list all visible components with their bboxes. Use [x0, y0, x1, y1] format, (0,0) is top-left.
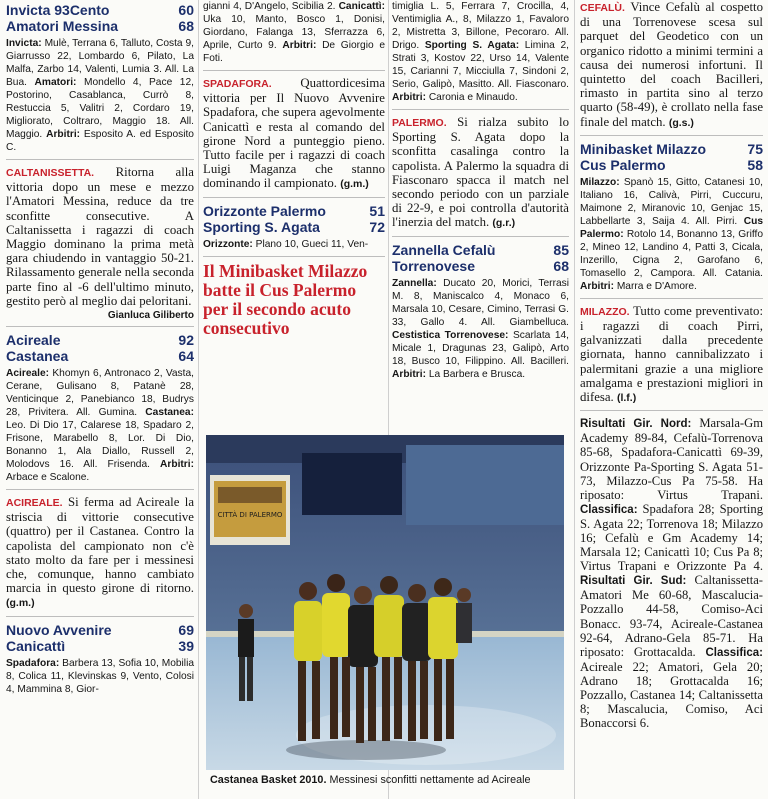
section-rule	[6, 326, 194, 327]
referees-label: Arbitri:	[160, 459, 194, 471]
referees-text: Marra e D'Amore.	[616, 280, 697, 292]
author-initials: (g.m.)	[340, 178, 369, 191]
score-home: 69	[178, 621, 194, 638]
lineup-text: Plano 10, Gueci 11, Ven-	[255, 238, 369, 250]
section-rule	[6, 489, 194, 490]
results-label: Risultati Gir. Sud:	[580, 575, 687, 588]
section-rule	[6, 159, 194, 160]
lineup-team-label: Cus Palermo:	[580, 215, 763, 240]
lineup-team-label: Acireale:	[6, 368, 50, 380]
lineup-team-label: Castanea:	[145, 407, 194, 419]
section-rule	[392, 236, 569, 237]
score-away: 68	[553, 257, 569, 274]
standings-text: Acireale 22; Amatori, Gela 20; Adrano 18; Grottacalda 16; Pozzallo, Castanea 14; Caltanissetta 8; Mascalucia, Comiso, Aci Bonaccorsi 6.	[580, 659, 763, 731]
section-rule	[392, 109, 569, 110]
score-home: 51	[369, 202, 385, 219]
scorebox-zannella-torrenovese	[392, 242, 569, 274]
team-away: Amatori Messina	[6, 18, 119, 34]
lineup-text: Barbera 13, Sofia 10, Mobilia 8, Colica 11, Klevinskas 9, Vento, Colosi 4, Mammina 8, Gior-	[6, 657, 194, 695]
lineup-block	[6, 367, 194, 484]
lineup-text: Ducato 20, Morici, Terrasi M. 8, Maniscalco 4, Monaco 6, Marsala 10, Cesare, Cimino, Terrasi G. 33, Gallo 4. All. Giambelluca.	[392, 277, 569, 328]
team-away: Sporting S. Agata	[203, 218, 320, 235]
lineup-team-label: Sporting S. Agata:	[424, 40, 520, 51]
score-away: 68	[178, 18, 194, 34]
spectator-figure	[456, 588, 472, 643]
author-initials: (g.s.)	[668, 116, 694, 129]
caption-text: Messinesi sconfitti nettamente ad Acireale	[329, 774, 531, 786]
referees-label: Arbitri:	[392, 368, 426, 380]
column-rule	[574, 0, 575, 799]
team-home: Minibasket Milazzo	[580, 140, 707, 157]
banner-text: CITTÀ DI PALERMO	[217, 511, 283, 519]
score-away: 72	[369, 218, 385, 235]
section-rule	[580, 135, 763, 136]
lineup-text: Mondello 4, Pace 12, Postorino, Casablanca, Currò 8, Restuccia 5, Valitri 2, Cordaro 19, Migliorato, Coltraro, Maggio 18. All. Maggio.	[6, 77, 194, 140]
lineup-team-label: Canicattì:	[338, 1, 385, 12]
lineup-block	[203, 238, 385, 251]
scorebox-orizzonte-sporting	[203, 203, 385, 235]
author-initials: (g.r.)	[492, 217, 516, 230]
author-initials: (l.f.)	[616, 392, 637, 405]
column-1	[6, 0, 194, 696]
lineup-block	[392, 0, 569, 104]
article-kicker: CEFALÙ.	[580, 2, 625, 14]
column-2	[203, 0, 385, 344]
column-3	[392, 0, 569, 381]
article-body: Tutto come preventivato: i ragazzi di coach Pirri, galvanizzati dalla precedente giornata, hanno cannibalizzato i palermitani grazie a una migliore amalgama e prestazioni migliori in difesa.	[580, 303, 763, 405]
lineup-text: Mulè, Terrana 6, Talluto, Costa 9, Giarrusso 22, Lombardo 6, Pilato, La Malfa, Zarbo 14, Valenti, Lumia 3. All. La Bua.	[6, 38, 194, 88]
lineup-block	[6, 37, 194, 154]
referees-text: La Barbera e Brusca.	[428, 368, 526, 380]
score-away: 39	[178, 637, 194, 654]
article-kicker: MILAZZO.	[580, 305, 630, 318]
score-home: 85	[553, 241, 569, 258]
score-home: 60	[178, 2, 194, 18]
team-home: Acireale	[6, 332, 61, 349]
article-body: Si rialza subito lo Sporting S. Agata dopo la sconfitta casalinga contro la capolista. A Palermo la squadra di Fiasconaro spacca il match nel secondo periodo con un parziale di 22-9, e poi controlla d'autorità l'inerzia del match.	[392, 115, 570, 230]
section-rule	[6, 616, 194, 617]
team-home: Orizzonte Palermo	[203, 202, 326, 219]
team-home: Invicta 93Cento	[6, 2, 110, 18]
referees-label: Arbitri:	[282, 40, 317, 51]
article-text	[392, 115, 569, 231]
author-initials: (g.m.)	[6, 597, 35, 610]
lineup-block	[203, 0, 385, 65]
standings-label: Classifica:	[580, 503, 638, 516]
team-away: Castanea	[6, 348, 69, 365]
lineup-text: Limina 2, Strati 3, Kostov 22, Urso 14, Valente 15, Carianni 7, Micciulla 7, Sindoni 2, Serio, Galipò, Masitto. All. Fiasconaro.	[392, 40, 569, 90]
lineup-team-label: Invicta:	[6, 38, 42, 49]
author-byline: Gianluca Giliberto	[107, 310, 194, 322]
section-rule	[580, 410, 763, 411]
team-home: Nuovo Avvenire	[6, 621, 112, 638]
referees-text: De Giorgio e Foti.	[203, 40, 385, 64]
score-away: 58	[747, 156, 763, 173]
referees-label: Arbitri:	[46, 129, 81, 140]
scorebox-invicta-amatori	[6, 2, 194, 34]
lineup-text: Scarlata 14, Micale 1, Dragunas 23, Galipò, Arto 18, Busco 10, Filippino. All. Bacilleri.	[392, 329, 569, 367]
lineup-text: Uka 10, Manto, Bosco 1, Donisi, Giordano, Falanga 13, Sferrazza 6, Aprile, Curto 9.	[203, 14, 385, 51]
results-text: Caltanissetta-Amatori Me 60-68, Mascalucia-Pozzallo 44-58, Comiso-Aci Bonacc. 93-74, Acireale-Castanea 92-64, Adrano-Gela 85-71. Ha riposato: Grottacalda.	[580, 573, 763, 659]
article-text	[580, 0, 763, 130]
results-text: Marsala-Gm Academy 89-84, Cefalù-Torrenova 85-68, Spadafora-Canicattì 69-39, Orizzonte Pa-Sporting S. Agata 51-73, Milazzo-Cus Pa 75-58. Ha riposato: Virtus Trapani.	[580, 416, 763, 502]
standings-label: Classifica:	[705, 646, 763, 659]
lineup-block	[580, 176, 763, 293]
article-kicker: CALTANISSETTA.	[6, 167, 95, 179]
team-away: Torrenovese	[392, 257, 475, 274]
score-home: 75	[747, 140, 763, 157]
article-text	[203, 76, 385, 192]
article-headline: Il Minibasket Milazzo batte il Cus Palermo per il secondo acuto consecutivo	[203, 260, 368, 338]
referees-text: Arbace e Scalone.	[6, 472, 90, 484]
lineup-text: Leo. Di Dio 17, Calarese 18, Spadaro 2, Frisone, Marabello 8, Lor. Di Dio, Bonanno 1, Ala Diallo, Russell 2, Molodovs 16. All. Frisenda.	[6, 420, 194, 471]
lineup-text: Khomyn 6, Antronaco 2, Vasta, Cerane, Gulisano 8, Patanè 28, Venticinque 2, Panebianco 18, Budrys 28, Privitera. All. Gumina.	[6, 368, 194, 419]
team-photo-illustration	[206, 435, 564, 770]
section-rule	[203, 70, 385, 71]
section-rule	[203, 256, 385, 257]
lineup-text: gianni 4, D'Angelo, Scibilia 2.	[203, 1, 336, 12]
article-text	[6, 495, 194, 611]
lineup-text: Spanò 15, Gitto, Catanesi 10, Italiano 16, Calivà, Pirri, Cuccuru, Maimone 2, Miranovic 10, Genjac 15, Labbellarte 3, Saija 4. All. Pirri.	[580, 176, 763, 227]
referees-text: Caronia e Minaudo.	[428, 92, 518, 103]
team-photo	[206, 435, 564, 770]
article-body: Vince Cefalù al cospetto di una Torrenovese scesa sul parquet del Geodetico con un organico ridotto a minimi termini a causa dei numerosi infortuni. Il quintetto del coach Bacilleri, rimasto in partita sino al terzo quarto (58-49), è crollato nella fase finale del match.	[580, 0, 763, 129]
referees-label: Arbitri:	[392, 92, 426, 103]
referees-text: Esposito A. ed Esposito C.	[6, 129, 194, 153]
article-body: Ritorna alla vittoria dopo un mese e mezzo l'Amatori Messina, reduce da tre sconfitte consecutive. A Caltanissetta i ragazzi di coach Maggio dominano la prima metà gara chiudendo in vantaggio 50-21. Rilassamento generale nella seconda parte fino al -6 dell'ultimo minuto, gestito però al meglio dai peloritani.	[6, 165, 194, 308]
lineup-text: timiglia L. 5, Ferrara 7, Crocilla, 4, Ventimiglia A., 8, Milazzo 1, Favaloro 2, Mistretta 3, Billone, Pecoraro. All. Drigo.	[392, 1, 569, 51]
article-body: Si ferma ad Acireale la striscia di vittorie consecutive (quattro) per il Castanea. Contro la capolista del campionato non c'è stato molto da fare per i messinesi che, comunque, hanno cambiato marcia in questo girone di ritorno.	[6, 495, 194, 596]
article-text	[6, 165, 194, 308]
article-text	[580, 304, 763, 405]
standings-text: Spadafora 28; Sporting S. Agata 22; Torrenova 18; Milazzo 16; Cefalù e Gm Academy 14; Marsala 12; Canicattì 10; Cus Pa 8; Virtus Trapani e Orizzonte Pa 4.	[580, 501, 763, 574]
article-kicker: PALERMO.	[392, 117, 447, 129]
lineup-team-label: Spadafora:	[6, 657, 60, 669]
score-home: 92	[178, 332, 194, 349]
lineup-team-label: Milazzo:	[580, 176, 620, 188]
photo-caption	[210, 774, 566, 787]
article-body: Quattordicesima vittoria per Il Nuovo Avvenire Spadafora, che supera agevolmente Canicattì e resta al comando del girone Nord a punteggio pieno. Tutto facile per i ragazzi di coach Luigi Maganza che stanno dominando il campionato.	[203, 76, 385, 191]
team-away: Cus Palermo	[580, 156, 666, 173]
scorebox-milazzo-cus	[580, 141, 763, 173]
column-4	[580, 0, 763, 730]
scorebox-acireale-castanea	[6, 332, 194, 364]
lineup-block	[6, 657, 194, 696]
column-rule	[198, 0, 199, 799]
scorebox-avvenire-canicatti	[6, 622, 194, 654]
league-results	[580, 416, 763, 730]
article-kicker: SPADAFORA.	[203, 78, 272, 90]
team-home: Zannella Cefalù	[392, 241, 496, 258]
referees-label: Arbitri:	[580, 280, 614, 292]
results-label: Risultati Gir. Nord:	[580, 418, 692, 431]
lineup-team-label: Orizzonte:	[203, 238, 253, 250]
caption-bold: Castanea Basket 2010.	[210, 774, 327, 786]
article-kicker: ACIREALE.	[6, 497, 63, 510]
lineup-team-label: Zannella:	[392, 277, 437, 289]
lineup-team-label: Cestistica Torrenovese:	[392, 329, 509, 341]
section-rule	[580, 298, 763, 299]
lineup-text: Rotolo 14, Bonanno 13, Griffo 2, Mineo 12, Landino 4, Patti 3, Cicala, Inzerillo, Cigna 2, Garofano 6, Tomasello 2, Campora. All. Catania.	[580, 228, 763, 279]
team-away: Canicattì	[6, 637, 66, 654]
lineup-team-label: Amatori:	[34, 77, 77, 88]
section-rule	[203, 197, 385, 198]
score-away: 64	[178, 348, 194, 365]
lineup-block	[392, 277, 569, 381]
